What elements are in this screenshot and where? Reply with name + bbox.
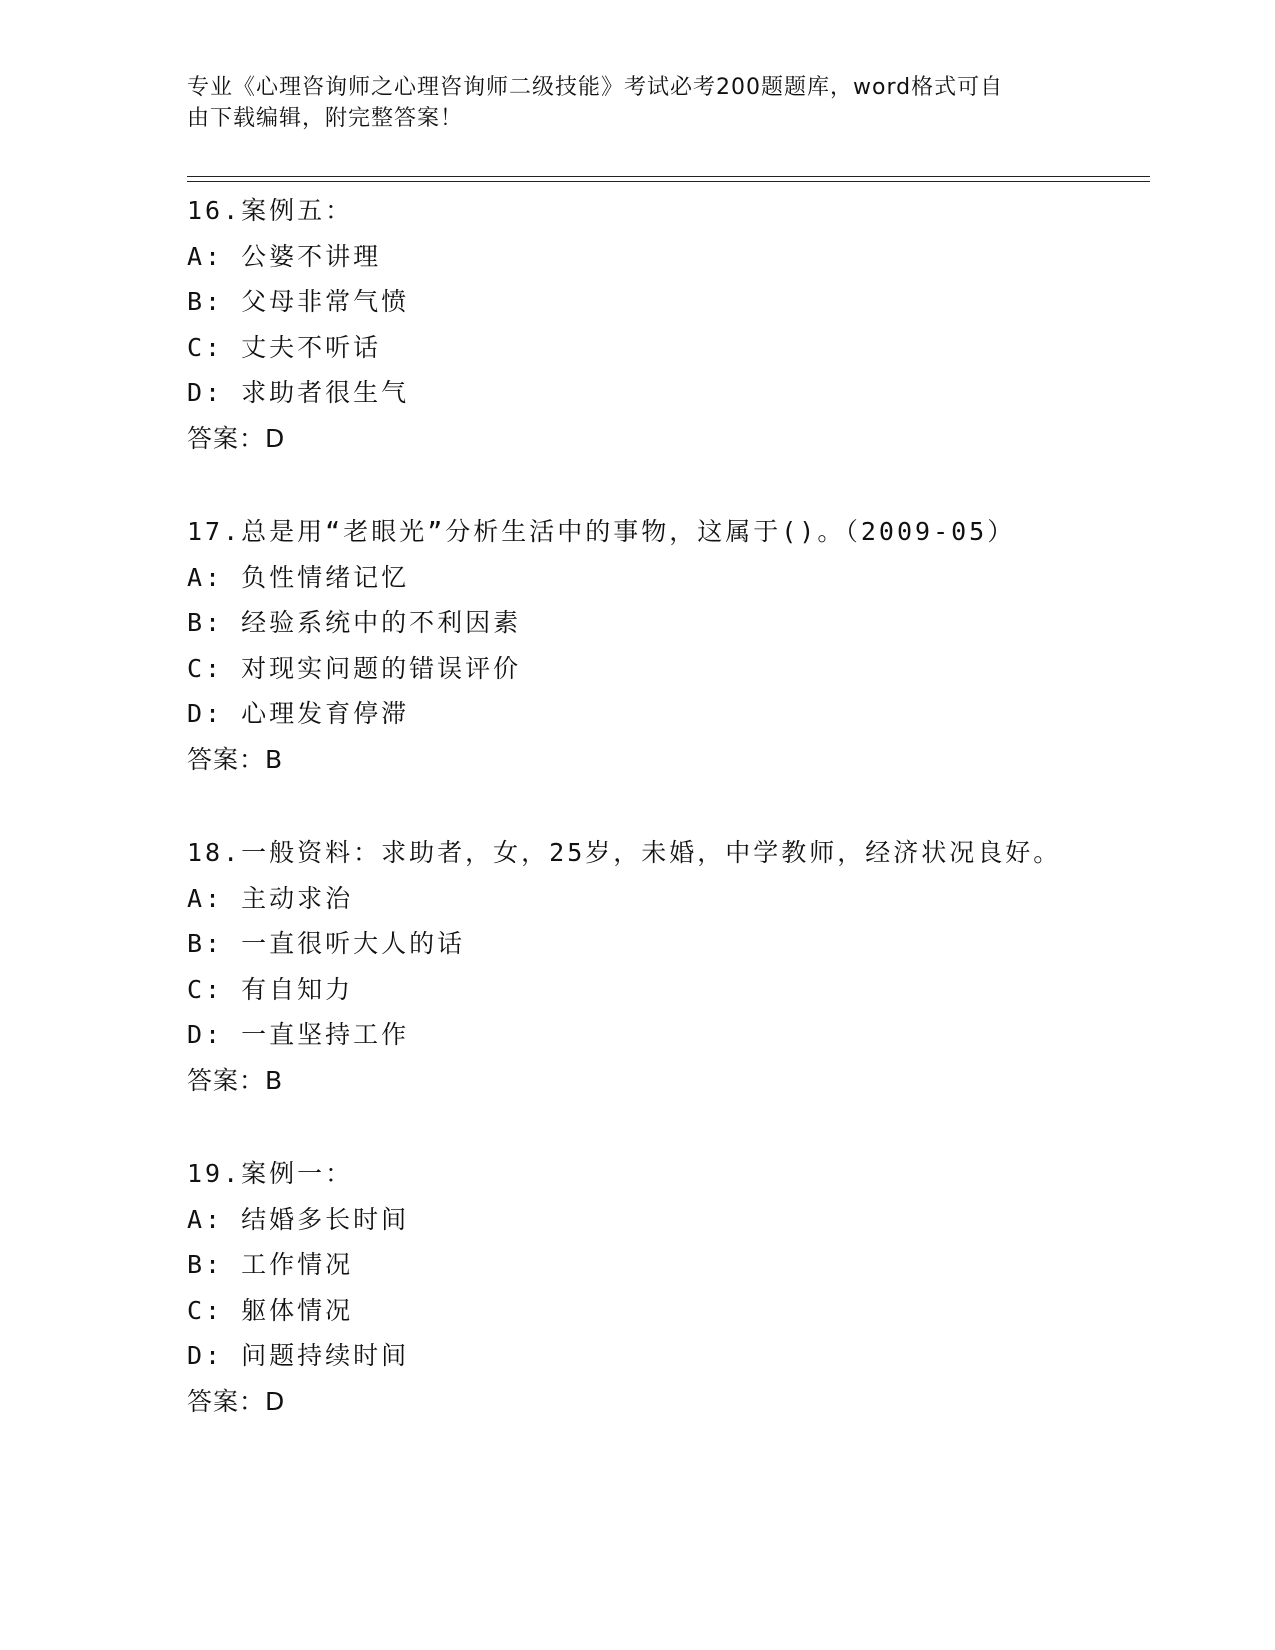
option-c: C: 有自知力: [187, 974, 354, 1004]
option-c: C: 对现实问题的错误评价: [187, 653, 522, 683]
answer-key: 答案：D: [187, 423, 286, 453]
question-stem: 19.案例一：: [187, 1159, 354, 1188]
header-divider-bottom: [187, 181, 1150, 182]
option-d: D: 求助者很生气: [187, 378, 410, 407]
option-a: A: 主动求治: [187, 883, 354, 913]
option-d: D: 心理发育停滞: [187, 699, 410, 728]
option-b: B: 经验系统中的不利因素: [187, 608, 522, 637]
answer-key: 答案：B: [187, 1065, 284, 1095]
header-line-2: 由下载编辑，附完整答案！: [187, 106, 464, 131]
header-divider-top: [187, 176, 1150, 177]
header-line-1: 专业《心理咨询师之心理咨询师二级技能》考试必考200题题库，word格式可自: [187, 75, 1004, 100]
question-stem: 17.总是用“老眼光”分析生活中的事物，这属于()。（2009-05）: [187, 517, 1016, 546]
option-b: B: 父母非常气愤: [187, 287, 410, 316]
option-b: B: 一直很听大人的话: [187, 929, 466, 958]
option-a: A: 结婚多长时间: [187, 1204, 410, 1234]
question-list: [187, 188, 1147, 1472]
option-b: B: 工作情况: [187, 1250, 354, 1279]
option-a: A: 公婆不讲理: [187, 241, 382, 271]
answer-key: 答案：B: [187, 744, 284, 774]
question-17: [187, 509, 1147, 782]
question-18: [187, 830, 1147, 1103]
question-19: [187, 1151, 1147, 1424]
option-c: C: 躯体情况: [187, 1295, 354, 1325]
document-header: [187, 72, 1067, 134]
answer-key: 答案：D: [187, 1386, 286, 1416]
question-16: [187, 188, 1147, 461]
option-d: D: 一直坚持工作: [187, 1020, 410, 1049]
option-a: A: 负性情绪记忆: [187, 562, 410, 592]
question-stem: 16.案例五：: [187, 196, 354, 225]
option-d: D: 问题持续时间: [187, 1341, 410, 1370]
question-stem: 18.一般资料：求助者，女，25岁，未婚，中学教师，经济状况良好。: [187, 838, 1062, 867]
option-c: C: 丈夫不听话: [187, 332, 382, 362]
